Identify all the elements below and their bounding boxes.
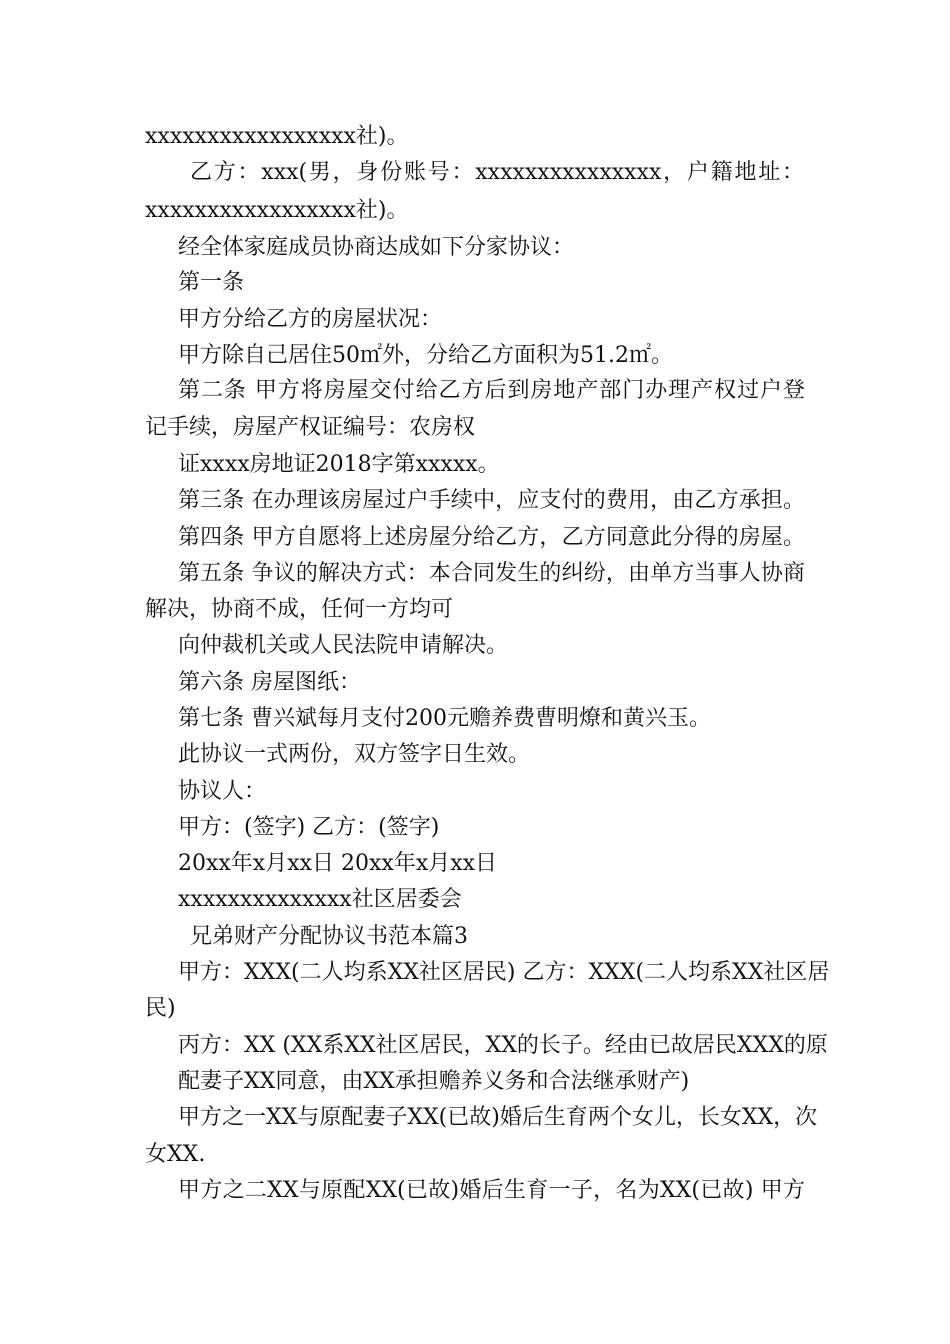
text-line: 20xx年x月xx日 20xx年x月xx日: [178, 851, 498, 876]
text-line: 民): [145, 996, 176, 1021]
text-line: 第六条 房屋图纸：: [178, 670, 361, 695]
text-line: 丙方：XX (XX系XX社区居民，XX的长子。经由已故居民XXX的原: [178, 1033, 828, 1058]
text-line: xxxxxxxxxxxxxxxxx社)。: [145, 198, 409, 223]
text-line: 证xxxx房地证2018字第xxxxx。: [178, 452, 500, 477]
text-line: 第三条 在办理该房屋过户手续中，应支付的费用，由乙方承担。: [178, 488, 805, 513]
text-line: 第四条 甲方自愿将上述房屋分给乙方，乙方同意此分得的房屋。: [178, 525, 805, 550]
text-line: 解决，协商不成，任何一方均可: [145, 597, 454, 622]
text-line: 第二条 甲方将房屋交付给乙方后到房地产部门办理产权过户登: [178, 378, 805, 403]
text-line: 向仲裁机关或人民法院申请解决。: [178, 633, 509, 658]
text-line: xxxxxxxxxxxxxxxxx社)。: [145, 124, 409, 149]
text-line: 甲方除自己居住50㎡外，分给乙方面积为51.2㎡。: [178, 343, 673, 368]
text-line: 甲方分给乙方的房屋状况：: [178, 307, 443, 332]
text-line: 女XX.: [145, 1142, 206, 1167]
text-line: 协议人：: [178, 779, 267, 804]
text-line: 配妻子XX同意，由XX承担赡养义务和合法继承财产): [178, 1069, 690, 1094]
text-line: 第一条: [178, 270, 245, 295]
text-line: 甲方：(签字) 乙方：(签字): [178, 815, 440, 840]
text-line: 经全体家庭成员协商达成如下分家协议：: [178, 235, 575, 260]
text-line: 第七条 曹兴斌每月支付200元赡养费曹明燎和黄兴玉。: [178, 706, 711, 731]
text-line: 此协议一式两份，双方签字日生效。: [178, 742, 531, 767]
text-line: 甲方之一XX与原配妻子XX(已故)婚后生育两个女儿，长女XX，次: [178, 1105, 818, 1130]
text-line: 第五条 争议的解决方式：本合同发生的纠纷，由单方当事人协商: [178, 561, 805, 586]
text-line: 记手续，房屋产权证编号：农房权: [145, 415, 476, 440]
text-line: 甲方：XXX(二人均系XX社区居民) 乙方：XXX(二人均系XX社区居: [178, 960, 830, 985]
text-line: 乙方：xxx(男，身份账号：xxxxxxxxxxxxxxx，户籍地址：: [190, 160, 804, 185]
section-heading: 兄弟财产分配协议书范本篇3: [190, 924, 468, 949]
text-line: xxxxxxxxxxxxxx社区居委会: [178, 887, 462, 912]
text-line: 甲方之二XX与原配XX(已故)婚后生育一子，名为XX(已故) 甲方: [178, 1178, 805, 1203]
